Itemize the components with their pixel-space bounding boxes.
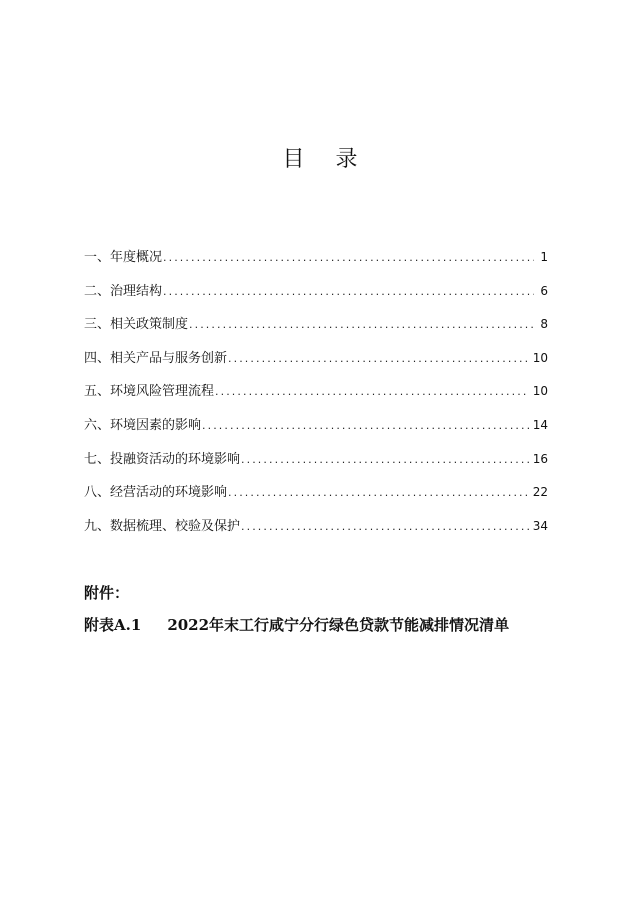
toc-entry-label: 四、相关产品与服务创新 bbox=[84, 350, 228, 366]
toc-entry-1[interactable] bbox=[84, 247, 548, 281]
toc-dot-leader bbox=[241, 517, 529, 537]
toc-entry-7[interactable] bbox=[84, 449, 548, 483]
toc-entry-page: 6 bbox=[540, 283, 548, 298]
toc-dot-leader bbox=[241, 450, 529, 470]
toc-title: 目 录 bbox=[282, 147, 370, 172]
toc-entry-label: 一、年度概况 bbox=[84, 250, 163, 265]
toc-entry-page: 16 bbox=[532, 451, 548, 466]
appendix-item-title: 2022年末工行咸宁分行绿色贷款节能减排情况清单 bbox=[167, 616, 510, 634]
toc-entry-4[interactable] bbox=[84, 348, 548, 382]
toc-entry-page: 22 bbox=[532, 485, 548, 500]
toc-entry-page: 1 bbox=[540, 250, 548, 264]
toc-entry-label: 九、数据梳理、校验及保护 bbox=[84, 518, 241, 534]
toc-entry-page: 10 bbox=[532, 384, 548, 399]
toc-dot-leader bbox=[215, 382, 529, 402]
toc-entry-page: 10 bbox=[532, 350, 548, 365]
appendix-item-code: 附表A.1 bbox=[84, 616, 142, 634]
toc-entry-page: 8 bbox=[540, 317, 548, 332]
toc-dot-leader bbox=[202, 416, 529, 436]
toc-entry-5[interactable] bbox=[84, 381, 548, 415]
toc-entry-page: 14 bbox=[532, 417, 548, 432]
toc-entry-page: 34 bbox=[532, 518, 548, 533]
toc-entry-3[interactable] bbox=[84, 314, 548, 348]
toc-entry-8[interactable] bbox=[84, 482, 548, 516]
appendix-heading: 附件： bbox=[84, 584, 130, 602]
toc-dot-leader bbox=[163, 248, 534, 268]
toc-entry-label: 三、相关政策制度 bbox=[84, 317, 189, 333]
toc-entry-label: 七、投融资活动的环境影响 bbox=[84, 451, 241, 467]
appendix-item[interactable] bbox=[84, 614, 564, 635]
toc-dot-leader bbox=[228, 349, 529, 369]
toc-list bbox=[84, 247, 548, 549]
toc-entry-2[interactable] bbox=[84, 281, 548, 315]
toc-entry-label: 六、环境因素的影响 bbox=[84, 417, 202, 433]
toc-entry-6[interactable] bbox=[84, 415, 548, 449]
toc-entry-9[interactable] bbox=[84, 516, 548, 550]
toc-entry-label: 五、环境风险管理流程 bbox=[84, 384, 215, 400]
toc-dot-leader bbox=[163, 282, 534, 302]
toc-entry-label: 八、经营活动的环境影响 bbox=[84, 485, 228, 501]
toc-dot-leader bbox=[228, 483, 529, 503]
toc-dot-leader bbox=[189, 315, 534, 335]
toc-entry-label: 二、治理结构 bbox=[84, 283, 163, 299]
